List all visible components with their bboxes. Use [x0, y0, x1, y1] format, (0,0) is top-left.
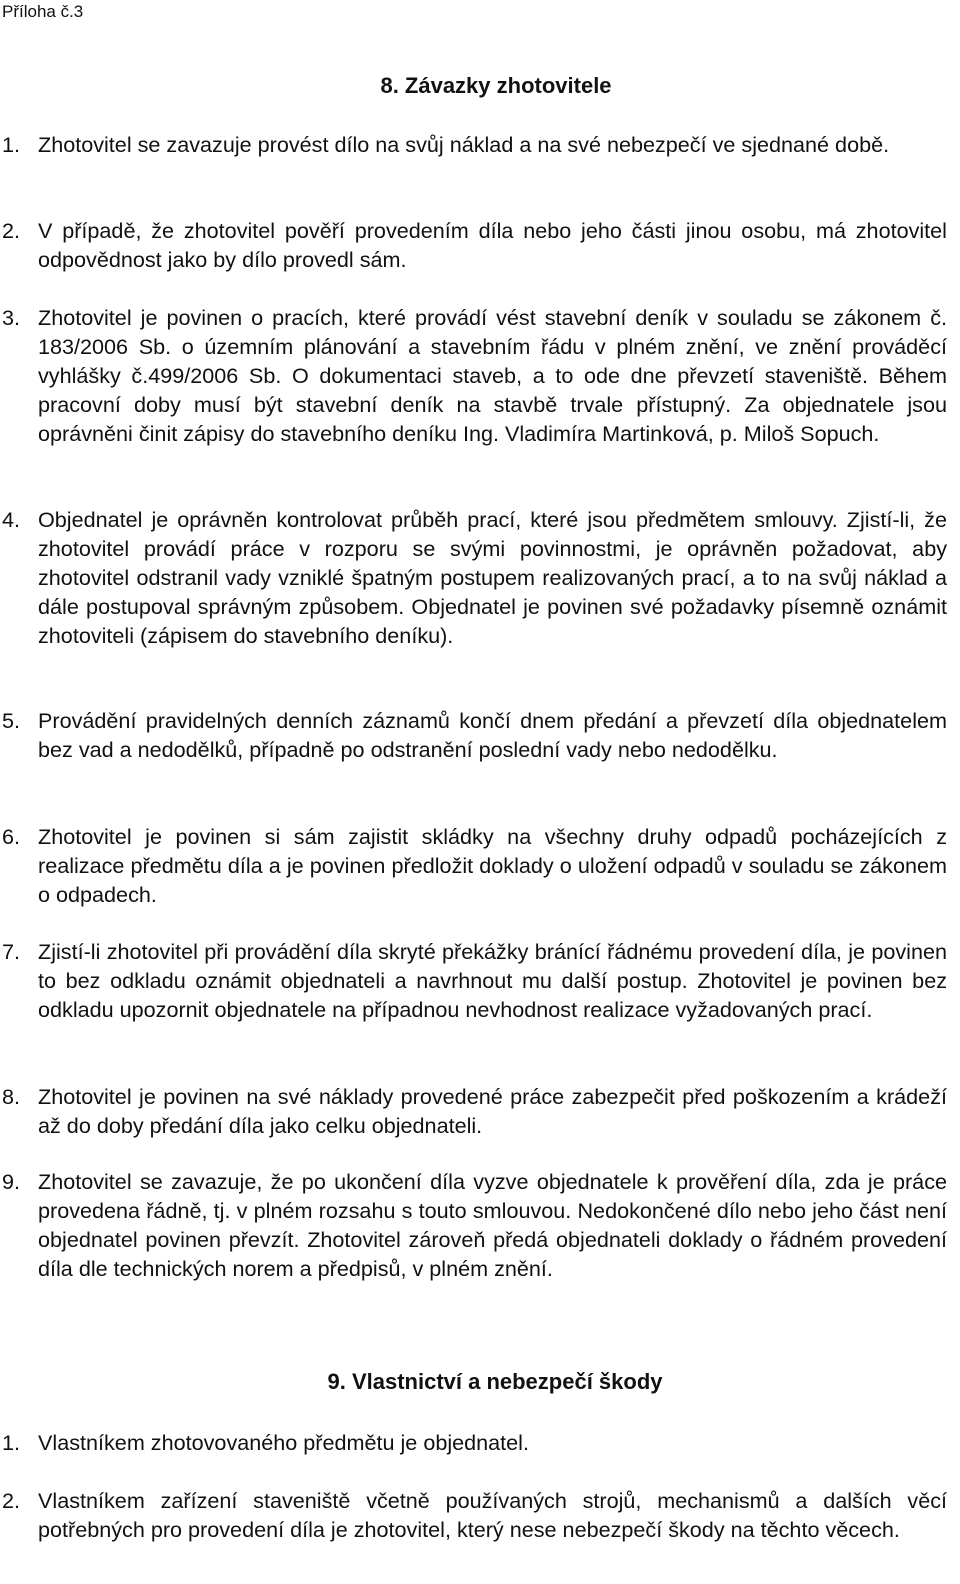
- item-text: Zhotovitel je povinen si sám zajistit skládky na všechny druhy odpadů pocházejících z realizace předmětu díla a je povinen předložit doklady o uložení odpadů v souladu se zákonem o odpadech.: [38, 824, 947, 907]
- item-text: Vlastníkem zařízení staveniště včetně používaných strojů, mechanismů a dalších věcí potřebných pro provedení díla je zhotovitel, který nese nebezpečí škody na těchto věcech.: [38, 1488, 947, 1542]
- item-text: Zhotovitel je povinen o pracích, které provádí vést stavební deník v souladu se zákonem č. 183/2006 Sb. o územním plánování a stavebním řádu v plném znění, ve znění prováděcí vyhlášky č.499/2006 Sb. O dokumentaci staveb, a to ode dne převzetí staveniště. Během pracovní doby musí být stavební deník na stavbě trvale přístupný. Za objednatele jsou oprávněni činit zápisy do stavebního deníku Ing. Vladimíra Martinková, p. Miloš Sopuch.: [38, 305, 947, 446]
- annex-label: Příloha č.3: [2, 2, 84, 21]
- item-number: 2.: [2, 218, 21, 243]
- item-number: 7.: [2, 939, 21, 964]
- item-number: 1.: [2, 132, 21, 157]
- item-number: 2.: [2, 1488, 21, 1513]
- item-number: 1.: [2, 1430, 21, 1455]
- item-number: 5.: [2, 708, 21, 733]
- item-text: V případě, že zhotovitel pověří provedením díla nebo jeho části jinou osobu, má zhotovitel odpovědnost jako by dílo provedl sám.: [38, 218, 947, 272]
- item-text: Objednatel je oprávněn kontrolovat průběh prací, které jsou předmětem smlouvy. Zjistí-li, že zhotovitel provádí práce v rozporu se svými povinnostmi, je oprávněn požadovat, aby zhotovitel odstranil vady vzniklé špatným postupem realizovaných prací, a to na svůj náklad a dále postupoval správným způsobem. Objednatel je povinen své požadavky písemně oznámit zhotoviteli (zápisem do stavebního deníku).: [38, 507, 947, 648]
- item-text: Zjistí-li zhotovitel při provádění díla skryté překážky bránící řádnému provedení díla, je povinen to bez odkladu oznámit objednateli a navrhnout mu další postup. Zhotovitel je povinen bez odkladu upozornit objednatele na případnou nevhodnost realizace vyžadovaných prací.: [38, 939, 947, 1022]
- item-text: Zhotovitel je povinen na své náklady provedené práce zabezpečit před poškozením a krádeží až do doby předání díla jako celku objednateli.: [38, 1084, 947, 1138]
- item-text: Zhotovitel se zavazuje, že po ukončení díla vyzve objednatele k prověření díla, zda je práce provedena řádně, tj. v plném rozsahu s touto smlouvou. Nedokončené dílo nebo jeho část není objednatel povinen převzít. Zhotovitel zároveň předá objednateli doklady o řádném provedení díla dle technických norem a předpisů, v plném znění.: [38, 1169, 947, 1281]
- item-number: 6.: [2, 824, 21, 849]
- item-number: 8.: [2, 1084, 21, 1109]
- item-text: Provádění pravidelných denních záznamů končí dnem předání a převzetí díla objednatelem bez vad a nedodělků, případně po odstranění poslední vady nebo nedodělku.: [38, 708, 947, 762]
- item-number: 9.: [2, 1169, 21, 1194]
- section-9-heading: 9. Vlastnictví a nebezpečí škody: [327, 1369, 663, 1394]
- section-8-heading: 8. Závazky zhotovitele: [380, 73, 612, 98]
- item-text: Zhotovitel se zavazuje provést dílo na svůj náklad a na své nebezpečí ve sjednané době.: [38, 132, 890, 157]
- item-number: 4.: [2, 507, 21, 532]
- item-text: Vlastníkem zhotovovaného předmětu je objednatel.: [38, 1430, 529, 1455]
- item-number: 3.: [2, 305, 21, 330]
